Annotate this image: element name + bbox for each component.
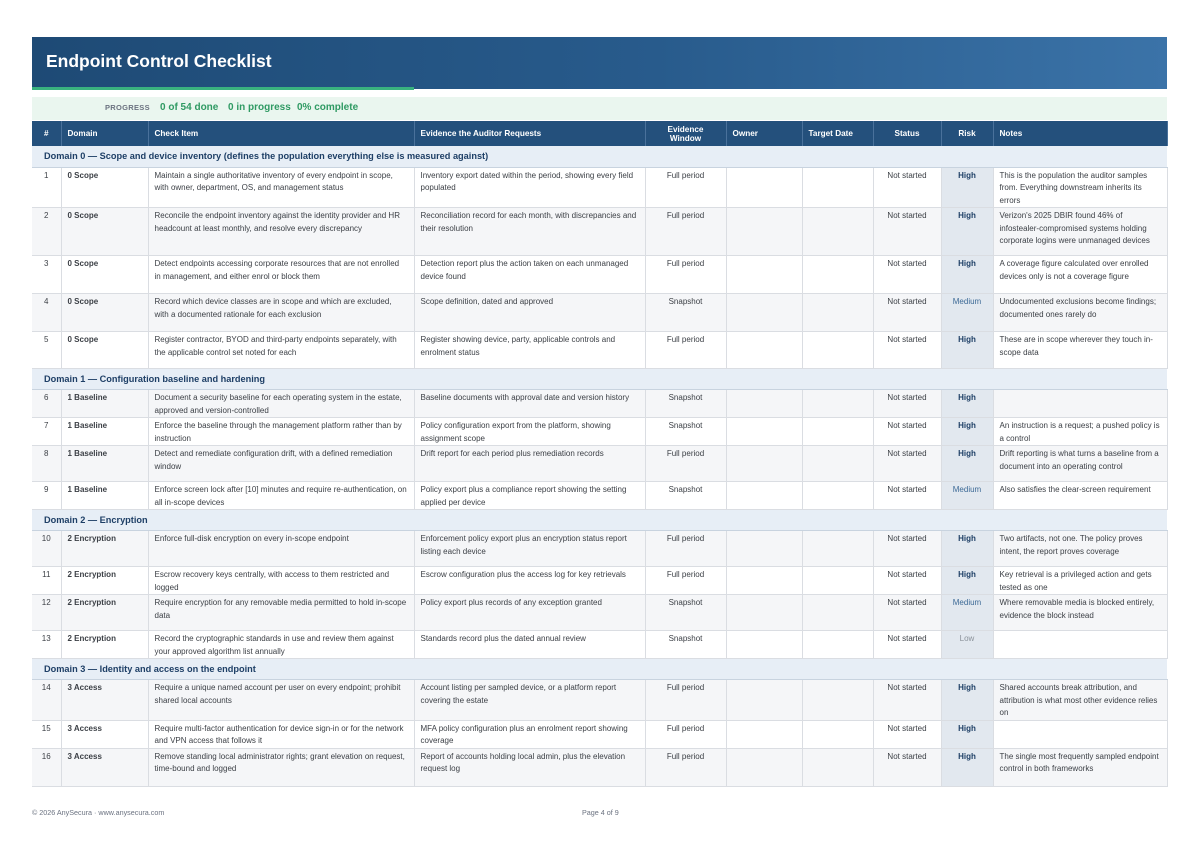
row-status[interactable]: Not started: [873, 595, 941, 631]
row-owner[interactable]: [726, 631, 802, 659]
table-row[interactable]: [32, 167, 1167, 208]
section-row: [32, 146, 1167, 167]
row-check-item: Remove standing local administrator rights; grant elevation on request, time-bound and logged: [148, 748, 414, 786]
row-target-date[interactable]: [802, 332, 873, 369]
row-status[interactable]: Not started: [873, 208, 941, 256]
row-number: 16: [32, 748, 61, 786]
row-number: 6: [32, 390, 61, 418]
row-owner[interactable]: [726, 531, 802, 567]
row-evidence-window: Snapshot: [645, 418, 726, 446]
row-status[interactable]: Not started: [873, 567, 941, 595]
row-owner[interactable]: [726, 446, 802, 482]
row-evidence-window: Full period: [645, 167, 726, 208]
row-owner[interactable]: [726, 256, 802, 294]
row-number: 9: [32, 482, 61, 510]
row-evidence: Account listing per sampled device, or a platform report covering the estate: [414, 680, 645, 721]
row-target-date[interactable]: [802, 680, 873, 721]
row-risk: High: [941, 446, 993, 482]
row-number: 13: [32, 631, 61, 659]
row-evidence-window: Snapshot: [645, 294, 726, 332]
row-target-date[interactable]: [802, 294, 873, 332]
row-evidence-window: Full period: [645, 256, 726, 294]
row-target-date[interactable]: [802, 720, 873, 748]
row-evidence: Register showing device, party, applicable controls and enrolment status: [414, 332, 645, 369]
row-domain: 2 Encryption: [61, 631, 148, 659]
row-evidence: Standards record plus the dated annual review: [414, 631, 645, 659]
header-col-notes: Notes: [993, 121, 1167, 146]
table-row[interactable]: [32, 595, 1167, 631]
row-status[interactable]: Not started: [873, 418, 941, 446]
row-evidence-window: Full period: [645, 720, 726, 748]
row-evidence-window: Full period: [645, 567, 726, 595]
row-target-date[interactable]: [802, 595, 873, 631]
row-evidence-window: Full period: [645, 446, 726, 482]
row-status[interactable]: Not started: [873, 167, 941, 208]
row-number: 4: [32, 294, 61, 332]
row-evidence-window: Snapshot: [645, 482, 726, 510]
row-evidence-window: Full period: [645, 332, 726, 369]
row-number: 12: [32, 595, 61, 631]
row-evidence-window: Full period: [645, 531, 726, 567]
progress-done: 0 of 54 done: [160, 102, 219, 113]
row-evidence-window: Snapshot: [645, 595, 726, 631]
progress-in-progress: 0 in progress: [228, 102, 291, 113]
row-target-date[interactable]: [802, 748, 873, 786]
row-status[interactable]: Not started: [873, 680, 941, 721]
row-risk: High: [941, 332, 993, 369]
row-number: 14: [32, 680, 61, 721]
row-check-item: Require a unique named account per user on every endpoint; prohibit shared local accounts: [148, 680, 414, 721]
row-risk: High: [941, 748, 993, 786]
header-col-check-item: Check Item: [148, 121, 414, 146]
row-evidence: Policy export plus records of any exception granted: [414, 595, 645, 631]
row-owner[interactable]: [726, 208, 802, 256]
header-col-evidence-window: Evidence Window: [645, 121, 726, 146]
table-row[interactable]: [32, 482, 1167, 510]
table-row[interactable]: [32, 332, 1167, 369]
section-title: Domain 3 — Identity and access on the endpoint: [32, 659, 1167, 680]
row-domain: 1 Baseline: [61, 482, 148, 510]
row-status[interactable]: Not started: [873, 720, 941, 748]
row-notes[interactable]: Verizon's 2025 DBIR found 46% of infostealer-compromised systems holding corporate logins were unmanaged devices: [993, 208, 1167, 256]
section-title: Domain 0 — Scope and device inventory (defines the population everything else is measured against): [32, 146, 1167, 167]
row-evidence: Baseline documents with approval date and version history: [414, 390, 645, 418]
row-owner[interactable]: [726, 748, 802, 786]
row-domain: 0 Scope: [61, 208, 148, 256]
row-target-date[interactable]: [802, 167, 873, 208]
row-owner[interactable]: [726, 418, 802, 446]
table-row[interactable]: [32, 208, 1167, 256]
row-number: 11: [32, 567, 61, 595]
table-row[interactable]: [32, 531, 1167, 567]
table-row[interactable]: [32, 418, 1167, 446]
row-status[interactable]: Not started: [873, 482, 941, 510]
row-risk: High: [941, 720, 993, 748]
row-notes[interactable]: Two artifacts, not one. The policy proves intent, the report proves coverage: [993, 531, 1167, 567]
section-title: Domain 1 — Configuration baseline and hardening: [32, 369, 1167, 390]
header-col-risk: Risk: [941, 121, 993, 146]
row-evidence-window: Snapshot: [645, 631, 726, 659]
row-domain: 1 Baseline: [61, 418, 148, 446]
row-notes[interactable]: [993, 631, 1167, 659]
footer-page-number: Page 4 of 9: [582, 808, 619, 817]
row-number: 8: [32, 446, 61, 482]
progress-label: PROGRESS: [105, 103, 150, 112]
row-check-item: Enforce full-disk encryption on every in-scope endpoint: [148, 531, 414, 567]
checklist-table: [32, 121, 1168, 787]
row-domain: 0 Scope: [61, 332, 148, 369]
row-number: 3: [32, 256, 61, 294]
row-target-date[interactable]: [802, 567, 873, 595]
row-evidence-window: Snapshot: [645, 390, 726, 418]
row-status[interactable]: Not started: [873, 256, 941, 294]
header-col-evidence: Evidence the Auditor Requests: [414, 121, 645, 146]
row-status[interactable]: Not started: [873, 390, 941, 418]
table-row[interactable]: [32, 631, 1167, 659]
row-domain: 3 Access: [61, 748, 148, 786]
row-number: 1: [32, 167, 61, 208]
page-header: [32, 37, 1167, 89]
row-number: 15: [32, 720, 61, 748]
table-row[interactable]: [32, 567, 1167, 595]
header-col-owner: Owner: [726, 121, 802, 146]
row-owner[interactable]: [726, 390, 802, 418]
header-col-target-date: Target Date: [802, 121, 873, 146]
row-owner[interactable]: [726, 567, 802, 595]
row-status[interactable]: Not started: [873, 446, 941, 482]
row-domain: 2 Encryption: [61, 595, 148, 631]
row-notes[interactable]: Where removable media is blocked entirely, evidence the block instead: [993, 595, 1167, 631]
row-risk: Medium: [941, 595, 993, 631]
row-risk: High: [941, 256, 993, 294]
row-number: 5: [32, 332, 61, 369]
table-row[interactable]: [32, 256, 1167, 294]
row-notes[interactable]: Also satisfies the clear-screen requirement: [993, 482, 1167, 510]
row-target-date[interactable]: [802, 390, 873, 418]
row-notes[interactable]: This is the population the auditor samples from. Everything downstream inherits its errors: [993, 167, 1167, 208]
row-notes[interactable]: Shared accounts break attribution, and attribution is what most other evidence relies on: [993, 680, 1167, 721]
row-check-item: Maintain a single authoritative inventory of every endpoint in scope, with owner, department, OS, and management status: [148, 167, 414, 208]
row-target-date[interactable]: [802, 418, 873, 446]
section-title: Domain 2 — Encryption: [32, 510, 1167, 531]
row-owner[interactable]: [726, 680, 802, 721]
row-notes[interactable]: Undocumented exclusions become findings; documented ones rarely do: [993, 294, 1167, 332]
row-check-item: Record which device classes are in scope and which are excluded, with a documented rationale for each exclusion: [148, 294, 414, 332]
row-domain: 0 Scope: [61, 294, 148, 332]
row-number: 7: [32, 418, 61, 446]
row-evidence: Escrow configuration plus the access log for key retrievals: [414, 567, 645, 595]
row-check-item: Register contractor, BYOD and third-party endpoints separately, with the applicable control set noted for each: [148, 332, 414, 369]
row-risk: High: [941, 390, 993, 418]
row-number: 10: [32, 531, 61, 567]
row-evidence: Policy export plus a compliance report showing the setting applied per device: [414, 482, 645, 510]
row-target-date[interactable]: [802, 446, 873, 482]
row-target-date[interactable]: [802, 256, 873, 294]
row-risk: High: [941, 418, 993, 446]
row-check-item: Require multi-factor authentication for device sign-in or for the network and VPN access that follows it: [148, 720, 414, 748]
row-risk: High: [941, 531, 993, 567]
row-notes[interactable]: These are in scope wherever they touch in-scope data: [993, 332, 1167, 369]
row-risk: Medium: [941, 482, 993, 510]
row-evidence: Enforcement policy export plus an encryption status report listing each device: [414, 531, 645, 567]
row-status[interactable]: Not started: [873, 294, 941, 332]
row-domain: 0 Scope: [61, 256, 148, 294]
row-notes[interactable]: [993, 390, 1167, 418]
row-check-item: Enforce the baseline through the management platform rather than by instruction: [148, 418, 414, 446]
row-domain: 0 Scope: [61, 167, 148, 208]
row-check-item: Detect endpoints accessing corporate resources that are not enrolled in management, and either enrol or block them: [148, 256, 414, 294]
row-domain: 1 Baseline: [61, 446, 148, 482]
row-owner[interactable]: [726, 720, 802, 748]
row-owner[interactable]: [726, 294, 802, 332]
row-notes[interactable]: An instruction is a request; a pushed policy is a control: [993, 418, 1167, 446]
progress-summary: [32, 97, 1167, 120]
row-evidence: Detection report plus the action taken on each unmanaged device found: [414, 256, 645, 294]
row-notes[interactable]: Drift reporting is what turns a baseline from a document into an operating control: [993, 446, 1167, 482]
row-notes[interactable]: The single most frequently sampled endpoint control in both frameworks: [993, 748, 1167, 786]
table-header-row: [32, 121, 1167, 146]
table-row[interactable]: [32, 720, 1167, 748]
row-target-date[interactable]: [802, 631, 873, 659]
footer-copyright: © 2026 AnySecura · www.anysecura.com: [32, 808, 165, 817]
row-check-item: Escrow recovery keys centrally, with access to them restricted and logged: [148, 567, 414, 595]
row-evidence: Inventory export dated within the period, showing every field populated: [414, 167, 645, 208]
row-target-date[interactable]: [802, 482, 873, 510]
row-check-item: Enforce screen lock after [10] minutes and require re-authentication, on all in-scope devices: [148, 482, 414, 510]
row-target-date[interactable]: [802, 208, 873, 256]
table-row[interactable]: [32, 680, 1167, 721]
header-col-status: Status: [873, 121, 941, 146]
progress-complete: 0% complete: [297, 102, 359, 113]
header-col-num: #: [32, 121, 61, 146]
row-check-item: Require encryption for any removable media permitted to hold in-scope data: [148, 595, 414, 631]
table-row[interactable]: [32, 390, 1167, 418]
row-evidence: Drift report for each period plus remediation records: [414, 446, 645, 482]
row-owner[interactable]: [726, 332, 802, 369]
row-notes[interactable]: A coverage figure calculated over enrolled devices only is not a coverage figure: [993, 256, 1167, 294]
row-status[interactable]: Not started: [873, 531, 941, 567]
section-row: [32, 510, 1167, 531]
row-domain: 3 Access: [61, 720, 148, 748]
row-evidence: Scope definition, dated and approved: [414, 294, 645, 332]
row-evidence: Reconciliation record for each month, with discrepancies and their resolution: [414, 208, 645, 256]
table-row[interactable]: [32, 294, 1167, 332]
row-risk: High: [941, 680, 993, 721]
header-col-domain: Domain: [61, 121, 148, 146]
row-check-item: Document a security baseline for each operating system in the estate, approved and version-controlled: [148, 390, 414, 418]
table-row[interactable]: [32, 748, 1167, 786]
section-row: [32, 369, 1167, 390]
header-accent-line: [32, 87, 414, 90]
row-domain: 2 Encryption: [61, 531, 148, 567]
row-notes[interactable]: [993, 720, 1167, 748]
row-risk: Low: [941, 631, 993, 659]
row-risk: High: [941, 567, 993, 595]
page-title: Endpoint Control Checklist: [46, 51, 272, 71]
row-notes[interactable]: Key retrieval is a privileged action and gets tested as one: [993, 567, 1167, 595]
row-risk: High: [941, 167, 993, 208]
row-check-item: Detect and remediate configuration drift, with a defined remediation window: [148, 446, 414, 482]
row-check-item: Reconcile the endpoint inventory against the identity provider and HR headcount at least monthly, and resolve every discrepancy: [148, 208, 414, 256]
row-evidence: Policy configuration export from the platform, showing assignment scope: [414, 418, 645, 446]
row-risk: Medium: [941, 294, 993, 332]
row-evidence-window: Full period: [645, 680, 726, 721]
row-status[interactable]: Not started: [873, 631, 941, 659]
table-row[interactable]: [32, 446, 1167, 482]
row-domain: 2 Encryption: [61, 567, 148, 595]
row-owner[interactable]: [726, 482, 802, 510]
row-risk: High: [941, 208, 993, 256]
row-status[interactable]: Not started: [873, 332, 941, 369]
row-number: 2: [32, 208, 61, 256]
row-check-item: Record the cryptographic standards in use and review them against your approved algorithm list annually: [148, 631, 414, 659]
row-status[interactable]: Not started: [873, 748, 941, 786]
row-evidence-window: Full period: [645, 748, 726, 786]
row-target-date[interactable]: [802, 531, 873, 567]
row-evidence: MFA policy configuration plus an enrolment report showing coverage: [414, 720, 645, 748]
row-evidence: Report of accounts holding local admin, plus the elevation request log: [414, 748, 645, 786]
row-domain: 1 Baseline: [61, 390, 148, 418]
row-evidence-window: Full period: [645, 208, 726, 256]
section-row: [32, 659, 1167, 680]
row-domain: 3 Access: [61, 680, 148, 721]
row-owner[interactable]: [726, 167, 802, 208]
row-owner[interactable]: [726, 595, 802, 631]
